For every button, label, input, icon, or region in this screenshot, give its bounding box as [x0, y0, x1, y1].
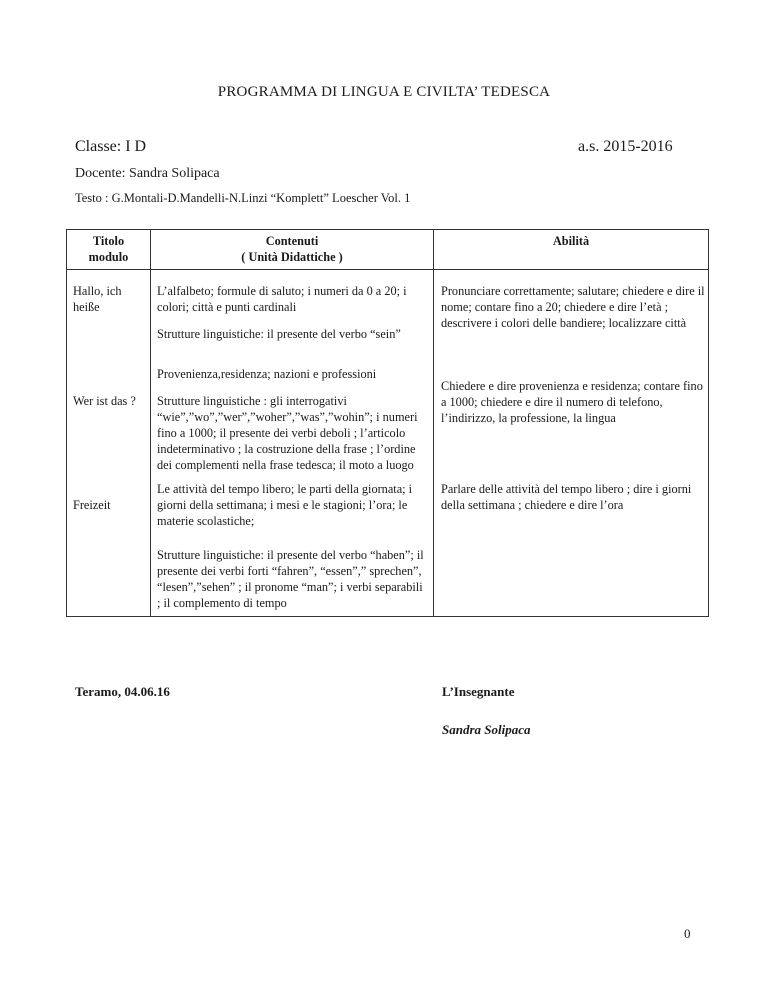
textbook-label: Testo : G.Montali-D.Mandelli-N.Linzi “Komplett” Loescher Vol. 1	[75, 191, 411, 205]
place-date: Teramo, 04.06.16	[75, 684, 170, 699]
table-border-left	[66, 229, 67, 617]
row1-abilita: Pronunciare correttamente; salutare; chiedere e dire il nome; contare fino a 20; chiedere e dire l’età ; descrivere i colori delle bandiere; localizzare città	[441, 284, 705, 330]
class-label: Classe: I D	[75, 138, 147, 155]
row3-contenuti-2: Strutture linguistiche: il presente del verbo “haben”; il presente dei verbi forti “fahren”, “essen”,” sprechen”, “lesen”,”sehen” ; il pronome “man”; i verbi separabili ; il complemento di tempo	[157, 548, 424, 610]
table-col-divider-1	[150, 229, 151, 617]
page-number: 0	[684, 926, 691, 941]
table-border-top	[66, 229, 709, 230]
header-titolo-line1: Titolo	[92, 234, 125, 248]
row2-modulo: Wer ist das ?	[73, 394, 136, 408]
row2-contenuti-2: Strutture linguistiche : gli interrogativi “wie”,”wo”,”wer”,”woher”,”was”,”wohin”; i numeri fino a 1000; il presente dei verbi deboli ; l’articolo indeterminativo ; la costruzione della frase ; l’ordine dei complementi nella frase tedesca; il moto a luogo	[157, 394, 418, 472]
row2-contenuti-1: Provenienza,residenza; nazioni e professioni	[157, 367, 377, 381]
table-col-divider-2	[433, 229, 434, 617]
header-titolo-modulo	[67, 233, 150, 265]
table-border-bottom	[66, 616, 709, 617]
teacher-signature: Sandra Solipaca	[442, 722, 531, 737]
row2-abilita: Chiedere e dire provenienza e residenza; contare fino a 1000; chiedere e dire il numero di telefono, l’indirizzo, la professione, la lingua	[441, 379, 703, 425]
table-border-right	[708, 229, 709, 617]
document-title: PROGRAMMA DI LINGUA E CIVILTA’ TEDESCA	[217, 84, 551, 100]
header-titolo-line2: modulo	[88, 250, 129, 264]
header-contenuti-line1: Contenuti	[265, 234, 319, 248]
header-contenuti-line2: ( Unità Didattiche )	[241, 250, 343, 264]
row3-modulo: Freizeit	[73, 498, 111, 512]
header-contenuti	[151, 233, 433, 265]
school-year: a.s. 2015-2016	[578, 138, 673, 155]
row3-contenuti-1: Le attività del tempo libero; le parti della giornata; i giorni della settimana; i mesi e le stagioni; l’ora; le materie scolastiche;	[157, 482, 413, 528]
row1-modulo: Hallo, ich heiße	[73, 284, 122, 314]
table-header-divider	[66, 269, 709, 270]
teacher-label: Docente: Sandra Solipaca	[75, 166, 220, 181]
row3-abilita: Parlare delle attività del tempo libero ; dire i giorni della settimana ; chiedere e dire l’ora	[441, 482, 692, 512]
teacher-role: L’Insegnante	[442, 684, 515, 699]
row1-contenuti-2: Strutture linguistiche: il presente del verbo “sein”	[157, 327, 401, 341]
row1-contenuti-1: L’alfalbeto; formule di saluto; i numeri da 0 a 20; i colori; città e punti cardinali	[157, 284, 407, 314]
header-abilita: Abilità	[552, 234, 590, 248]
